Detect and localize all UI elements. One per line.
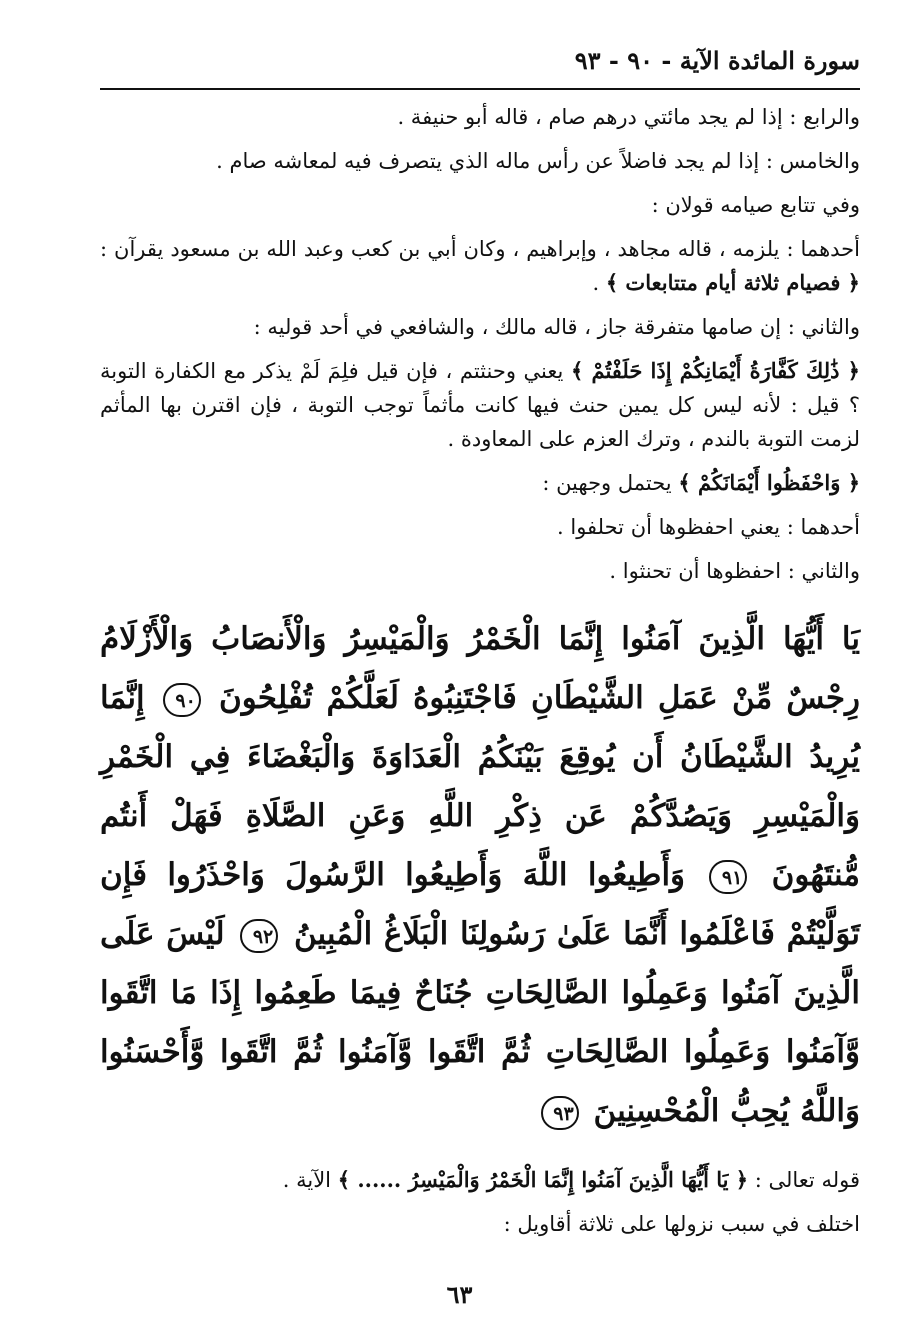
- first-opinion-end: .: [592, 271, 606, 295]
- protect-oaths-text: يحتمل وجهين :: [542, 471, 679, 495]
- header-rule: [100, 88, 860, 90]
- commentary-tail: الآية .: [282, 1168, 338, 1192]
- paragraph-first-opinion: [100, 232, 860, 300]
- paragraph-meaning-one: أحدهما : يعني احفظوها أن تحلفوا .: [557, 515, 860, 539]
- verse-91-marker: ٩١: [709, 860, 747, 894]
- main-text: [100, 100, 860, 1251]
- verse-90-text: يَا أَيُّهَا الَّذِينَ آمَنُوا إِنَّمَا الْخَمْرُ وَالْمَيْسِرُ وَالْأَنصَابُ وَالْأَزْلَامُ رِجْسٌ مِّنْ عَمَلِ الشَّيْطَانِ فَاجْتَنِبُوهُ لَعَلَّكُمْ تُفْلِحُونَ: [100, 621, 861, 716]
- running-header: سورة المائدة الآية - ٩٠ - ٩٣: [574, 46, 860, 75]
- quran-verses: [100, 610, 860, 1141]
- verse-92-text: وَأَطِيعُوا اللَّهَ وَأَطِيعُوا الرَّسُولَ وَاحْذَرُوا فَإِن تَوَلَّيْتُمْ فَاعْلَمُوا أَنَّمَا عَلَىٰ رَسُولِنَا الْبَلَاغُ الْمُبِينُ: [100, 857, 861, 952]
- first-opinion-text: أحدهما : يلزمه ، قاله مجاهد ، وإبراهيم ، وكان أبي بن كعب وعبد الله بن مسعود يقرآن :: [100, 237, 860, 261]
- paragraph-protect-oaths: [100, 466, 860, 500]
- kaffara-text: يعني وحنثتم ، فإن قيل فلِمَ لَمْ يذكر مع الكفارة التوبة ؟ قيل : لأنه ليس كل يمين حنث فيها كانت مأثماً توجب التوبة ، فإن اقترن بها المأثم لزمت التوبة بالندم ، وترك العزم على المعاودة .: [100, 359, 860, 451]
- verse-93-marker: ٩٣: [541, 1096, 579, 1130]
- commentary-quote: ﴿ يَا أَيُّهَا الَّذِينَ آمَنُوا إِنَّمَا الْخَمْرُ وَالْمَيْسِرُ ...... ﴾: [337, 1167, 749, 1192]
- paragraph-second-opinion: والثاني : إن صامها متفرقة جاز ، قاله مالك ، والشافعي في أحد قوليه :: [253, 315, 860, 339]
- verse-92-marker: ٩٢: [240, 919, 278, 953]
- paragraph-fourth: والرابع : إذا لم يجد مائتي درهم صام ، قاله أبو حنيفة .: [397, 105, 860, 129]
- paragraph-consecutive: وفي تتابع صيامه قولان :: [651, 193, 860, 217]
- paragraph-kaffara: [100, 354, 860, 456]
- paragraph-commentary-intro: [100, 1163, 860, 1197]
- qiraa-quote: ﴿ فصيام ثلاثة أيام متتابعات ﴾: [605, 270, 860, 295]
- protect-oaths-quote: ﴿ وَاحْفَظُوا أَيْمَانَكُمْ ﴾: [678, 470, 860, 495]
- commentary-lead: قوله تعالى :: [748, 1168, 860, 1192]
- paragraph-meaning-two: والثاني : احفظوها أن تحنثوا .: [609, 559, 860, 583]
- verse-90-marker: ٩٠: [163, 683, 201, 717]
- verse-93-text: لَيْسَ عَلَى الَّذِينَ آمَنُوا وَعَمِلُوا الصَّالِحَاتِ جُنَاحٌ فِيمَا طَعِمُوا إِذَا مَا اتَّقَوا وَّآمَنُوا وَعَمِلُوا الصَّالِحَاتِ ثُمَّ اتَّقَوا وَّآمَنُوا ثُمَّ اتَّقَوا وَّأَحْسَنُوا وَاللَّهُ يُحِبُّ الْمُحْسِنِينَ: [100, 916, 860, 1129]
- kaffara-quote: ﴿ ذَٰلِكَ كَفَّارَةُ أَيْمَانِكُمْ إِذَا حَلَفْتُمْ ﴾: [570, 358, 860, 383]
- verse-91-text: إِنَّمَا يُرِيدُ الشَّيْطَانُ أَن يُوقِعَ بَيْنَكُمُ الْعَدَاوَةَ وَالْبَغْضَاءَ فِي الْخَمْرِ وَالْمَيْسِرِ وَيَصُدَّكُمْ عَن ذِكْرِ اللَّهِ وَعَنِ الصَّلَاةِ فَهَلْ أَنتُم مُّنتَهُونَ: [100, 680, 861, 893]
- paragraph-commentary-disagreement: اختلف في سبب نزولها على ثلاثة أقاويل :: [503, 1212, 860, 1236]
- paragraph-fifth: والخامس : إذا لم يجد فاضلاً عن رأس ماله الذي يتصرف فيه لمعاشه صام .: [216, 149, 860, 173]
- page-number: ٦٣: [446, 1280, 473, 1309]
